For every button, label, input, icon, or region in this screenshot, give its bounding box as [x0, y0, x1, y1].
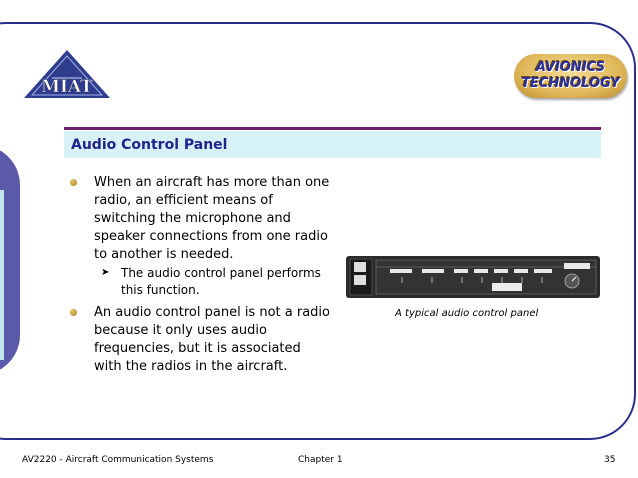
sub-bullet-line: this function. [121, 283, 200, 297]
bullet-icon [70, 179, 77, 186]
bullet-line: to another is needed. [94, 247, 234, 262]
bullet-line: because it only uses audio [94, 323, 267, 338]
sub-bullet-text [121, 265, 321, 299]
figure-caption: A typical audio control panel [395, 308, 539, 319]
bullet-line: speaker connections from one radio [94, 229, 328, 244]
footer-page-number: 35 [604, 455, 616, 465]
arrow-bullet-icon: ➤ [101, 267, 110, 278]
badge-line1: AVIONICS [535, 60, 606, 75]
bullet-line: switching the microphone and [94, 211, 291, 226]
footer-chapter: Chapter 1 [298, 455, 343, 465]
left-strip [0, 190, 4, 360]
bullet-1-text [94, 174, 329, 264]
sub-bullet-line: The audio control panel performs [121, 266, 321, 280]
miat-logo [22, 48, 112, 100]
bullet-icon [70, 309, 77, 316]
bullet-2-text [94, 304, 330, 376]
avionics-technology-badge [514, 54, 627, 98]
badge-line2: TECHNOLOGY [521, 76, 620, 91]
title-rule [64, 127, 601, 130]
logo-text: MIAT [41, 77, 93, 97]
bullet-line: When an aircraft has more than one [94, 175, 330, 190]
bullet-line: An audio control panel is not a radio [94, 305, 330, 320]
audio-control-panel-image [342, 253, 602, 301]
footer-course: AV2220 - Aircraft Communication Systems [22, 455, 214, 465]
slide-title: Audio Control Panel [71, 137, 228, 153]
bullet-line: frequencies, but it is associated [94, 341, 301, 356]
bullet-line: radio, an efficient means of [94, 193, 273, 208]
bullet-line: with the radios in the aircraft. [94, 359, 288, 374]
